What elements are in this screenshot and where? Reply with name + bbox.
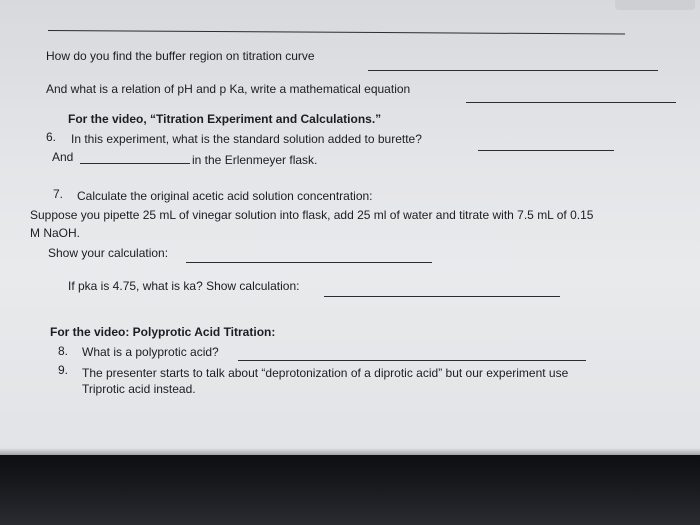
q6-answer-line-2 [80, 163, 190, 164]
q7-pka-answer-line [324, 296, 560, 297]
q6-flask-text: in the Erlenmeyer flask. [192, 153, 318, 167]
q7-suppose-line1: Suppose you pipette 25 mL of vinegar solution into flask, add 25 ml of water and titrate with 7.5 mL of 0.15 [30, 208, 594, 222]
top-rule [48, 30, 625, 35]
buffer-question: How do you find the buffer region on titration curve [46, 49, 315, 63]
q7-number: 7. [53, 187, 64, 201]
q7-suppose-line2: M NaOH. [30, 226, 81, 240]
q6-number: 6. [46, 130, 57, 144]
buffer-answer-line [368, 70, 658, 71]
video1-header: For the video, “Titration Experiment and Calculations.” [68, 112, 382, 126]
relation-question: And what is a relation of pH and p Ka, write a mathematical equation [46, 82, 411, 96]
q8-answer-line [238, 360, 586, 361]
q7-pka-question: If pka is 4.75, what is ka? Show calculation: [68, 279, 300, 293]
q7-show-answer-line [186, 262, 432, 263]
video2-header: For the video: Polyprotic Acid Titration: [50, 325, 276, 339]
q9-line1: The presenter starts to talk about “deprotonization of a diprotic acid” but our experiment use [82, 366, 569, 380]
q8-number: 8. [58, 344, 69, 358]
q8-text: What is a polyprotic acid? [82, 345, 219, 359]
laptop-bezel [0, 455, 700, 525]
q9-line2: Triprotic acid instead. [82, 382, 196, 396]
q7-show-calculation: Show your calculation: [48, 246, 169, 260]
q6-and-label: And [52, 150, 74, 164]
q6-answer-line-1 [478, 150, 614, 151]
watermark [615, 0, 695, 10]
q7-text: Calculate the original acetic acid solution concentration: [77, 189, 373, 203]
q6-text: In this experiment, what is the standard solution added to burette? [71, 132, 422, 146]
q9-number: 9. [58, 363, 69, 377]
relation-answer-line [466, 102, 676, 103]
